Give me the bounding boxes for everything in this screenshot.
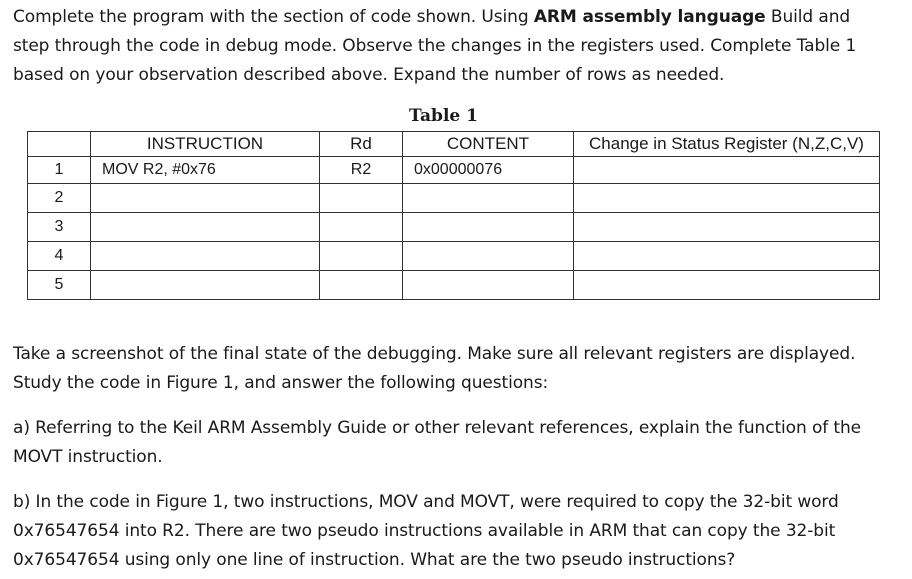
row-status	[574, 157, 880, 184]
row-rd	[320, 271, 403, 300]
table-row	[28, 184, 880, 213]
row-instruction	[91, 271, 320, 300]
question-b-line2: 0x76547654 into R2. There are two pseudo instructions available in ARM that can copy the 32-bit	[13, 521, 836, 541]
question-a-line2: MOVT instruction.	[13, 447, 163, 467]
row-instruction: MOV R2, #0x76	[91, 157, 320, 184]
row-instruction	[91, 213, 320, 242]
row-status	[574, 184, 880, 213]
observation-table	[27, 131, 880, 300]
row-num: 1	[28, 157, 91, 184]
row-content	[403, 184, 574, 213]
row-content	[403, 271, 574, 300]
table-row	[28, 157, 880, 184]
question-b-line3: 0x76547654 using only one line of instruction. What are the two pseudo instructions?	[13, 550, 736, 570]
row-instruction	[91, 242, 320, 271]
row-rd	[320, 213, 403, 242]
intro-line1-post: Build and	[765, 7, 851, 27]
question-b-line1: b) In the code in Figure 1, two instructions, MOV and MOVT, were required to copy the 32-bit word	[13, 492, 839, 512]
row-rd	[320, 242, 403, 271]
header-content: CONTENT	[403, 132, 574, 157]
screenshot-line2: Study the code in Figure 1, and answer the following questions:	[13, 373, 549, 393]
question-a	[13, 414, 908, 472]
table-title: Table 1	[409, 106, 478, 126]
intro-line2: step through the code in debug mode. Observe the changes in the registers used. Complete Table 1	[13, 36, 857, 56]
row-num: 4	[28, 242, 91, 271]
intro-line3: based on your observation described above. Expand the number of rows as needed.	[13, 65, 725, 85]
header-status: Change in Status Register (N,Z,C,V)	[574, 132, 880, 157]
table-row	[28, 271, 880, 300]
row-rd: R2	[320, 157, 403, 184]
row-status	[574, 242, 880, 271]
screenshot-line1: Take a screenshot of the final state of the debugging. Make sure all relevant registers are displayed.	[13, 344, 856, 364]
table-header-row	[28, 132, 880, 157]
table-row	[28, 242, 880, 271]
question-b	[13, 488, 903, 575]
header-instruction: INSTRUCTION	[91, 132, 320, 157]
row-content: 0x00000076	[403, 157, 574, 184]
row-content	[403, 213, 574, 242]
intro-line1-pre: Complete the program with the section of code shown. Using	[13, 7, 534, 27]
question-a-line1: a) Referring to the Keil ARM Assembly Guide or other relevant references, explain the function of the	[13, 418, 862, 438]
screenshot-paragraph	[13, 340, 903, 398]
row-status	[574, 271, 880, 300]
intro-paragraph	[13, 3, 903, 90]
row-num: 2	[28, 184, 91, 213]
row-rd	[320, 184, 403, 213]
table-row	[28, 213, 880, 242]
header-num	[28, 132, 91, 157]
row-instruction	[91, 184, 320, 213]
row-num: 5	[28, 271, 91, 300]
row-num: 3	[28, 213, 91, 242]
header-rd: Rd	[320, 132, 403, 157]
intro-line1-bold: ARM assembly language	[533, 7, 766, 27]
row-content	[403, 242, 574, 271]
row-status	[574, 213, 880, 242]
